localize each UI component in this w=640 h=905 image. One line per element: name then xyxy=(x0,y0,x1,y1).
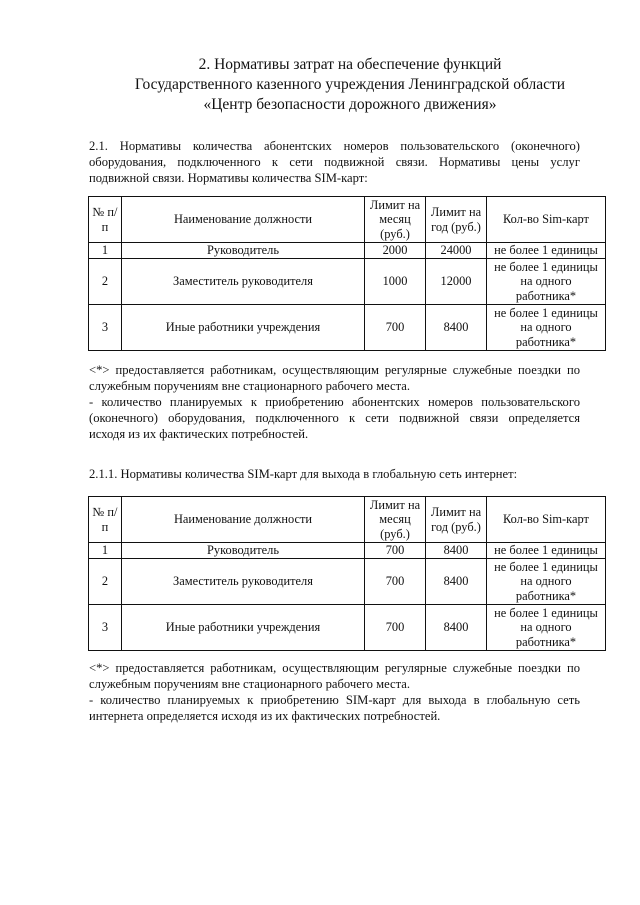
cell-year: 12000 xyxy=(426,259,487,305)
table-row xyxy=(89,559,606,605)
table-row xyxy=(89,243,606,259)
header-position: Наименование должности xyxy=(122,497,365,543)
note-line: - количество планируемых к приобретению SIM-карт для выхода в глобальную сеть xyxy=(89,693,580,707)
cell-sim: не более 1 единицы xyxy=(487,543,606,559)
cell-position: Руководитель xyxy=(122,543,365,559)
intro-line: 2.1. Нормативы количества абонентских номеров пользовательского (оконечного) xyxy=(89,139,580,153)
cell-month: 700 xyxy=(365,605,426,651)
section-2-1-1-notes xyxy=(89,660,580,724)
note-line: <*> предоставляется работникам, осуществляющим регулярные служебные поездки по xyxy=(89,363,580,377)
header-sim-count: Кол-во Sim-карт xyxy=(487,197,606,243)
table-internet-sim xyxy=(88,496,606,651)
cell-year: 8400 xyxy=(426,305,487,351)
header-num: № п/п xyxy=(89,197,122,243)
note-line: <*> предоставляется работникам, осуществляющим регулярные служебные поездки по xyxy=(89,661,580,675)
header-month-limit: Лимит на месяц (руб.) xyxy=(365,497,426,543)
cell-year: 24000 xyxy=(426,243,487,259)
cell-sim: не более 1 единицы на одного работника* xyxy=(487,305,606,351)
cell-position: Заместитель руководителя xyxy=(122,559,365,605)
cell-num: 2 xyxy=(89,259,122,305)
note-line: служебным поручениям вне стационарного рабочего места. xyxy=(89,379,410,393)
note-line: интернета определяется исходя из их фактических потребностей. xyxy=(89,709,441,723)
cell-month: 700 xyxy=(365,543,426,559)
table-header-row xyxy=(89,197,606,243)
cell-position: Иные работники учреждения xyxy=(122,605,365,651)
section-2-1-notes xyxy=(89,362,580,442)
table-row xyxy=(89,605,606,651)
cell-year: 8400 xyxy=(426,543,487,559)
cell-sim: не более 1 единицы на одного работника* xyxy=(487,605,606,651)
table-row xyxy=(89,259,606,305)
intro-line: подвижной связи. Нормативы количества SIM-карт: xyxy=(89,171,368,185)
note-line: исходя из их фактических потребностей. xyxy=(89,427,309,441)
header-sim-count: Кол-во Sim-карт xyxy=(487,497,606,543)
table-row xyxy=(89,543,606,559)
cell-num: 1 xyxy=(89,243,122,259)
note-line: (оконечного) оборудования, подключенного к сети подвижной связи определяется xyxy=(89,411,580,425)
header-year-limit: Лимит на год (руб.) xyxy=(426,197,487,243)
cell-sim: не более 1 единицы на одного работника* xyxy=(487,559,606,605)
table-phone-limits xyxy=(88,196,606,351)
cell-position: Заместитель руководителя xyxy=(122,259,365,305)
intro-line: 2.1.1. Нормативы количества SIM-карт для выхода в глобальную сеть интернет: xyxy=(89,467,518,481)
title-line-1: 2. Нормативы затрат на обеспечение функций xyxy=(198,56,502,73)
cell-num: 3 xyxy=(89,605,122,651)
section-2-1-intro xyxy=(89,138,580,186)
note-line: служебным поручениям вне стационарного рабочего места. xyxy=(89,677,410,691)
header-year-limit: Лимит на год (руб.) xyxy=(426,497,487,543)
cell-year: 8400 xyxy=(426,559,487,605)
cell-month: 700 xyxy=(365,305,426,351)
cell-num: 3 xyxy=(89,305,122,351)
section-2-1-1-intro xyxy=(89,466,580,482)
table-row xyxy=(89,305,606,351)
cell-year: 8400 xyxy=(426,605,487,651)
header-month-limit: Лимит на месяц (руб.) xyxy=(365,197,426,243)
cell-num: 1 xyxy=(89,543,122,559)
cell-position: Руководитель xyxy=(122,243,365,259)
header-position: Наименование должности xyxy=(122,197,365,243)
cell-sim: не более 1 единицы на одного работника* xyxy=(487,259,606,305)
title-line-3: «Центр безопасности дорожного движения» xyxy=(203,96,497,113)
cell-num: 2 xyxy=(89,559,122,605)
cell-month: 700 xyxy=(365,559,426,605)
note-line: - количество планируемых к приобретению абонентских номеров пользовательского xyxy=(89,395,580,409)
cell-sim: не более 1 единицы xyxy=(487,243,606,259)
cell-month: 2000 xyxy=(365,243,426,259)
cell-month: 1000 xyxy=(365,259,426,305)
intro-line: оборудования, подключенного к сети подвижной связи. Нормативы цены услуг xyxy=(89,155,580,169)
table-header-row xyxy=(89,497,606,543)
cell-position: Иные работники учреждения xyxy=(122,305,365,351)
header-num: № п/п xyxy=(89,497,122,543)
title-line-2: Государственного казенного учреждения Ленинградской области xyxy=(134,76,566,93)
section-title xyxy=(60,55,640,115)
